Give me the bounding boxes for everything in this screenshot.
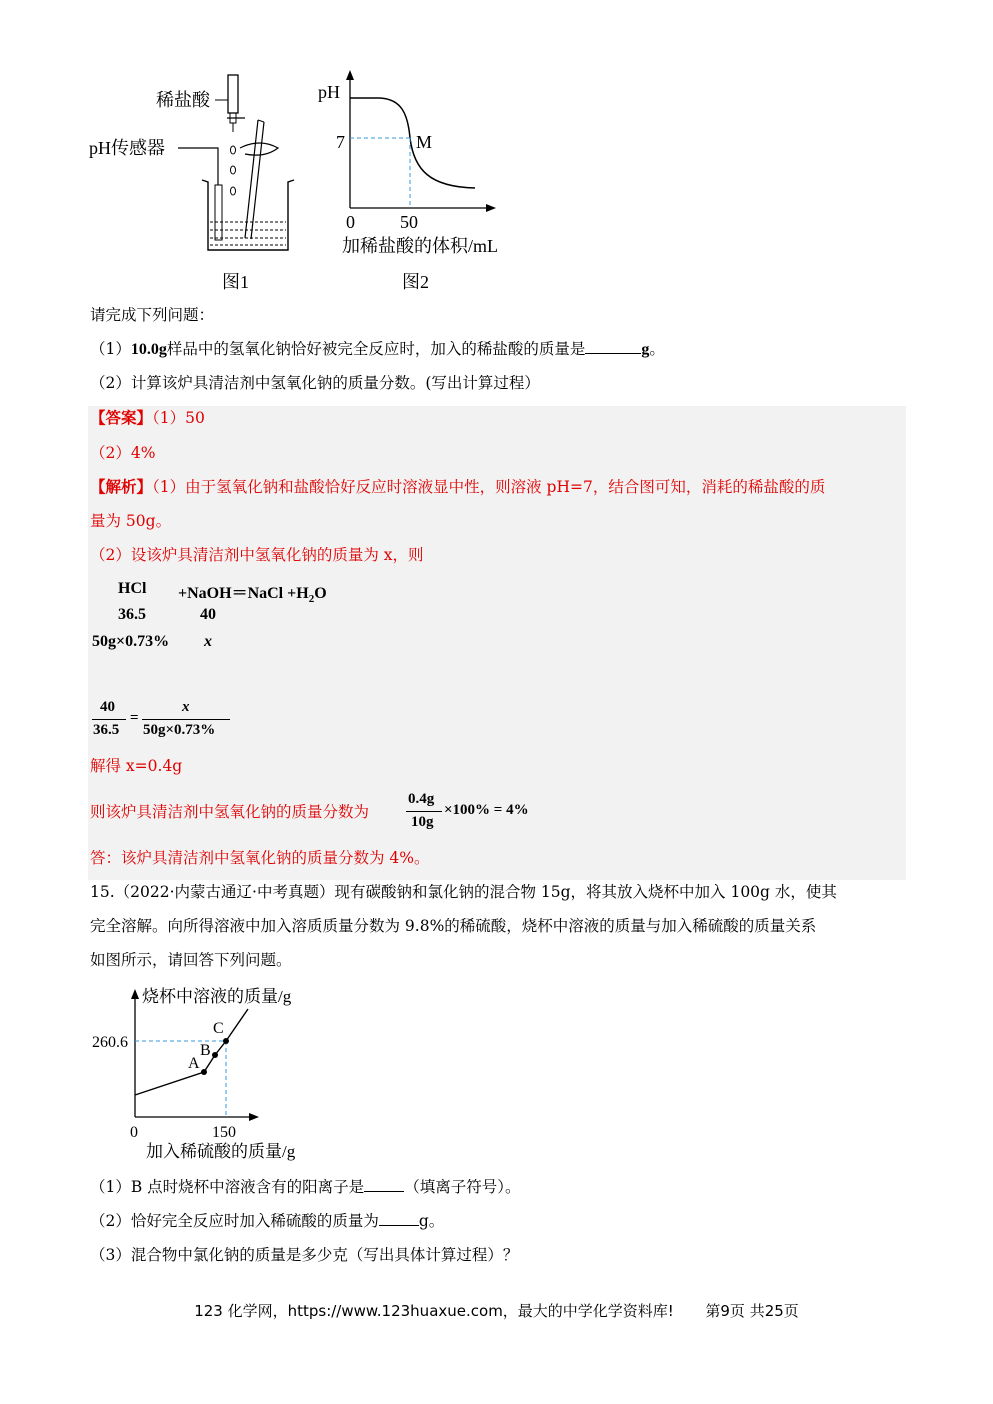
y-tick-7: 7 xyxy=(336,132,345,152)
frac-den-right: 50g×0.73% xyxy=(143,722,216,738)
figure-2-ph-chart xyxy=(310,70,530,295)
q15-line1: 15.（2022·内蒙古通辽·中考真题）现有碳酸钠和氯化钠的混合物 15g，将其放入烧杯中加入 100g 水，使其 xyxy=(90,883,837,901)
answer-blank xyxy=(364,1177,404,1192)
frac-num-right: x xyxy=(182,699,190,715)
frac-num-left: 40 xyxy=(100,699,115,715)
res-tail: ×100% = 4% xyxy=(444,802,529,818)
result-text: 则该炉具清洁剂中氢氧化钠的质量分数为 xyxy=(90,803,370,821)
eq-molar-hcl: 36.5 xyxy=(118,606,146,623)
page-number: 第9页 共25页 xyxy=(705,1302,799,1320)
point-a xyxy=(201,1069,207,1075)
x-axis-label: 加稀盐酸的体积/mL xyxy=(342,236,498,256)
figure-2-caption: 图2 xyxy=(402,272,429,292)
solve-x: 解得 x=0.4g xyxy=(90,757,183,775)
burette xyxy=(228,75,238,113)
q14-sub2: （2）计算该炉具清洁剂中氢氧化钠的质量分数。(写出计算过程） xyxy=(90,374,540,392)
x-axis-label: 加入稀硫酸的质量/g xyxy=(146,1142,296,1161)
answer-blank xyxy=(379,1211,419,1226)
figure-1-caption: 图1 xyxy=(222,272,249,292)
analysis-1b: 量为 50g。 xyxy=(90,512,172,530)
point-c xyxy=(223,1038,229,1044)
x-tick-0: 0 xyxy=(130,1124,138,1141)
res-den: 10g xyxy=(411,814,434,830)
footer-text: 123 化学网，https://www.123huaxue.com，最大的中学化学资料库! xyxy=(194,1302,674,1320)
ph-probe xyxy=(215,185,222,240)
glass-rod xyxy=(245,120,258,238)
q15-line2: 完全溶解。向所得溶液中加入溶质质量分数为 9.8%的稀硫酸，烧杯中溶液的质量与加入稀硫酸的质量关系 xyxy=(90,917,817,935)
q15-line3: 如图所示，请回答下列问题。 xyxy=(90,951,292,969)
x-tick-150: 150 xyxy=(212,1124,236,1141)
q15-sub1: （1）B 点时烧杯中溶液含有的阳离子是 （填离子符号）。 xyxy=(90,1178,521,1196)
answer-blank xyxy=(585,339,641,354)
figure-1-apparatus xyxy=(80,70,300,295)
q14-intro: 请完成下列问题： xyxy=(90,306,215,324)
q15-sub2: （2）恰好完全反应时加入稀硫酸的质量为 g。 xyxy=(90,1212,445,1230)
answer-1: 【答案】（1）50 xyxy=(90,408,205,427)
final-answer: 答：该炉具清洁剂中氢氧化钠的质量分数为 4%。 xyxy=(90,849,430,867)
rotation-arrow-icon xyxy=(240,143,278,155)
frac-bar-right xyxy=(142,719,230,720)
y-tick-260-6: 260.6 xyxy=(92,1034,128,1051)
label-b: B xyxy=(200,1042,211,1059)
page-footer xyxy=(0,1300,993,1321)
q15-sub3: （3）混合物中氯化钠的质量是多少克（写出具体计算过程）？ xyxy=(90,1246,519,1264)
x-tick-0: 0 xyxy=(346,212,355,232)
point-b xyxy=(212,1052,218,1058)
eq-reaction: +NaOH＝NaCl $+H_2O$ xyxy=(178,585,327,606)
label-a: A xyxy=(188,1055,200,1072)
y-axis-label: pH xyxy=(318,82,340,102)
figure-3-mass-chart xyxy=(88,983,328,1163)
ph-curve xyxy=(350,98,475,188)
y-axis-label: 烧杯中溶液的质量/g xyxy=(142,987,292,1006)
frac-bar-left xyxy=(92,719,126,720)
answer-2: （2）4% xyxy=(90,444,156,462)
res-num: 0.4g xyxy=(408,791,435,807)
point-m-label: M xyxy=(416,132,433,152)
label-dilute-hcl: 稀盐酸 xyxy=(156,90,210,110)
eq-mass-x: x xyxy=(204,633,212,650)
eq-mass-hcl: 50g×0.73% xyxy=(92,633,170,650)
eq-molar-naoh: 40 xyxy=(200,606,216,623)
q14-sub1: （1）10.0g样品中的氢氧化钠恰好被完全反应时，加入的稀盐酸的质量是 g。 xyxy=(90,340,665,358)
analysis-1: 【解析】（1）由于氢氧化钠和盐酸恰好反应时溶液显中性，则溶液 pH=7，结合图可知，消耗的稀盐酸的质 xyxy=(90,477,826,496)
analysis-2: （2）设该炉具清洁剂中氢氧化钠的质量为 x，则 xyxy=(90,546,424,564)
frac-den-left: 36.5 xyxy=(93,722,120,738)
frac-equals: = xyxy=(130,710,139,726)
label-c: C xyxy=(213,1020,224,1037)
mass-line xyxy=(135,1009,248,1095)
eq-hcl: HCl xyxy=(118,580,147,597)
res-bar xyxy=(406,811,442,812)
label-ph-sensor: pH传感器 xyxy=(89,138,165,158)
x-tick-50: 50 xyxy=(400,212,418,232)
